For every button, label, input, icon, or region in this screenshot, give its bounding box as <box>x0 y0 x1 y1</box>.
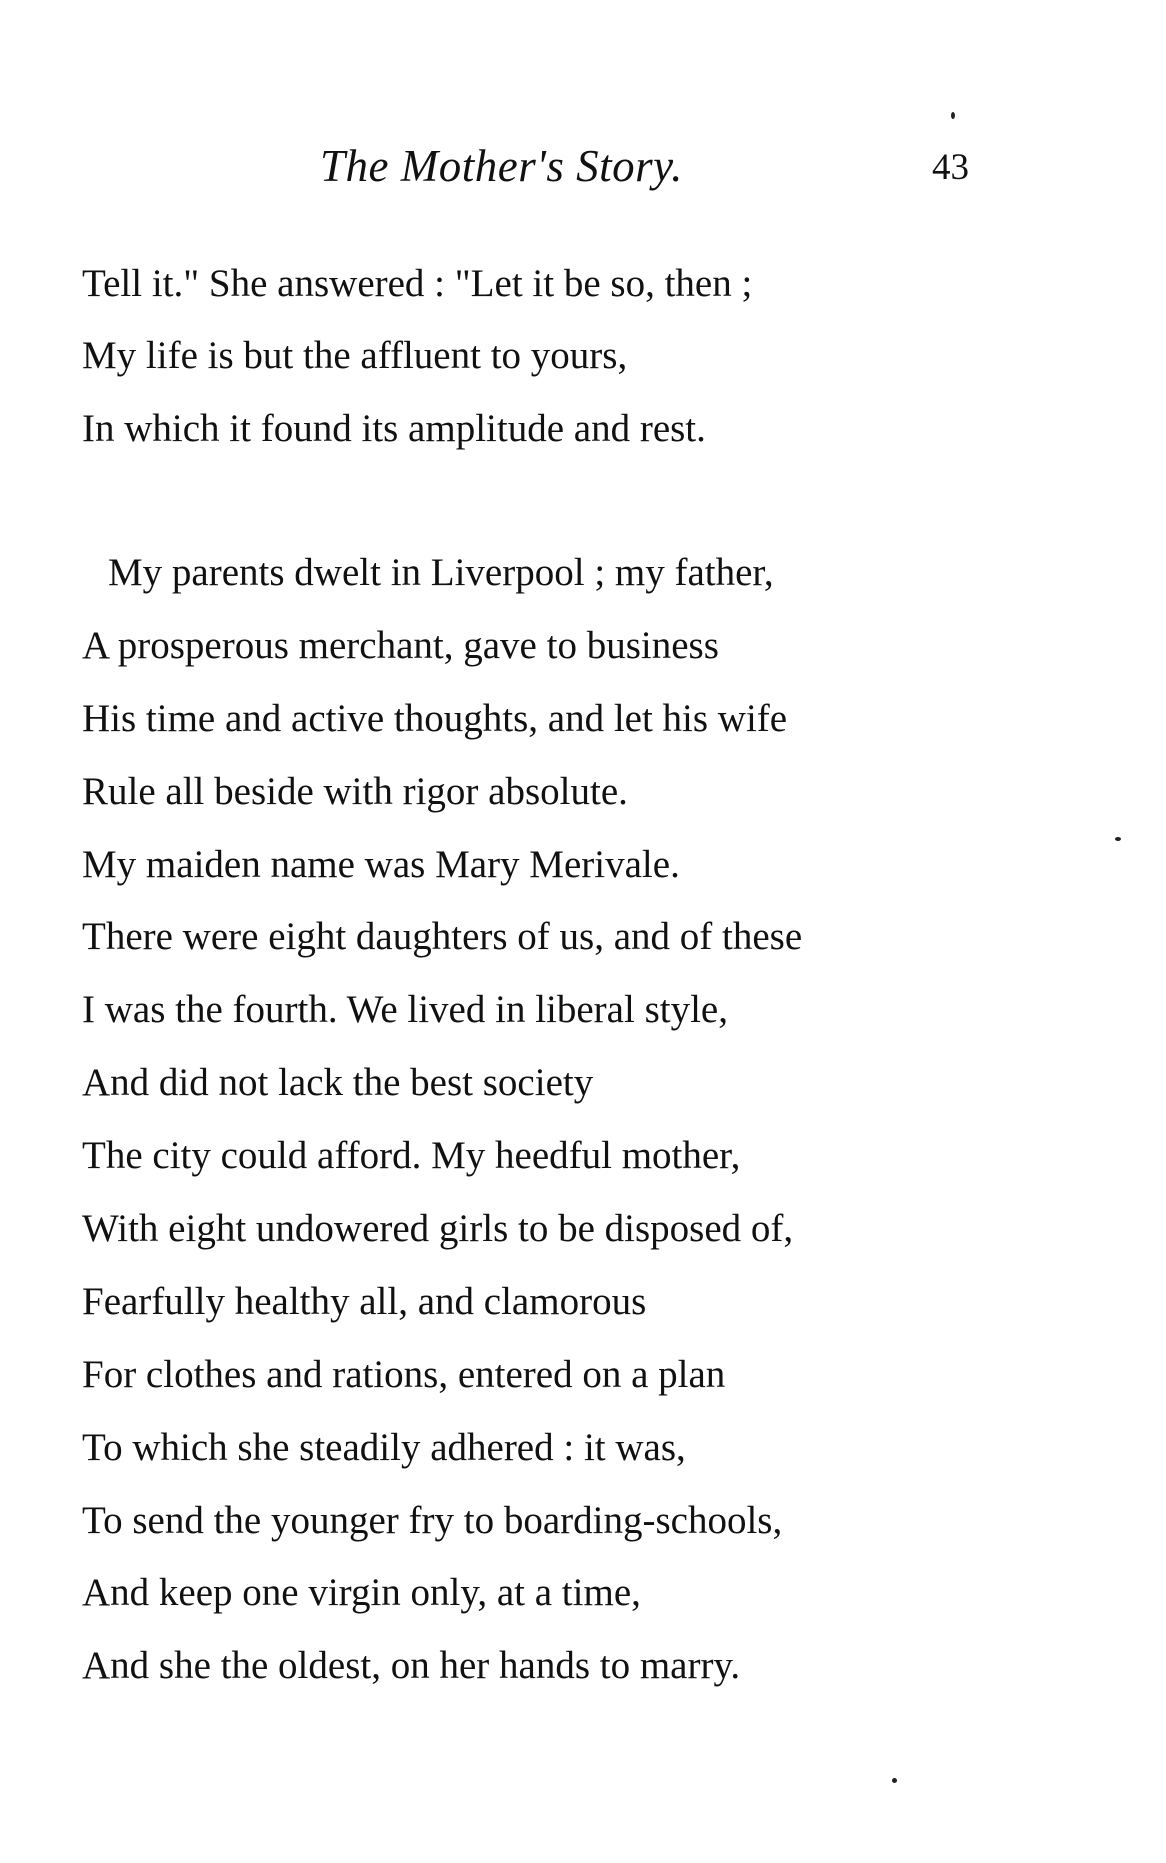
scan-speck <box>951 112 955 119</box>
verse-line: For clothes and rations, entered on a plan <box>82 1352 726 1396</box>
verse-line: My life is but the affluent to yours, <box>82 334 628 378</box>
verse-line: His time and active thoughts, and let his wife <box>82 696 788 740</box>
verse-line: And she the oldest, on her hands to marry. <box>82 1644 741 1688</box>
verse-line: My parents dwelt in Liverpool ; my father, <box>108 551 774 594</box>
verse-line: A prosperous merchant, gave to business <box>82 623 719 667</box>
page-header <box>0 140 1166 200</box>
verse-line: And did not lack the best society <box>82 1061 594 1105</box>
verse-line: In which it found its amplitude and rest. <box>82 406 706 450</box>
verse-line: My maiden name was Mary Merivale. <box>82 842 680 886</box>
scan-speck <box>1115 837 1121 841</box>
verse-line: To send the younger fry to boarding-schools, <box>82 1498 783 1542</box>
stanza-opening <box>82 248 1082 465</box>
page-number: 43 <box>932 147 969 188</box>
verse-line: Rule all beside with rigor absolute. <box>82 769 628 813</box>
verse-line: The city could afford. My heedful mother, <box>82 1134 741 1178</box>
scan-speck <box>892 1778 897 1783</box>
verse-line: There were eight daughters of us, and of these <box>82 915 803 959</box>
verse-line: To which she steadily adhered : it was, <box>82 1425 686 1469</box>
verse-line: With eight undowered girls to be disposed of, <box>82 1207 794 1251</box>
verse-line: Fearfully healthy all, and clamorous <box>82 1279 647 1323</box>
verse-line: And keep one virgin only, at a time, <box>82 1571 641 1615</box>
verse-line: I was the fourth. We lived in liberal style, <box>82 988 728 1032</box>
running-title: The Mother's Story. <box>320 141 683 191</box>
verse-line: Tell it." She answered : "Let it be so, then ; <box>82 262 753 305</box>
stanza-main <box>82 537 1082 1703</box>
